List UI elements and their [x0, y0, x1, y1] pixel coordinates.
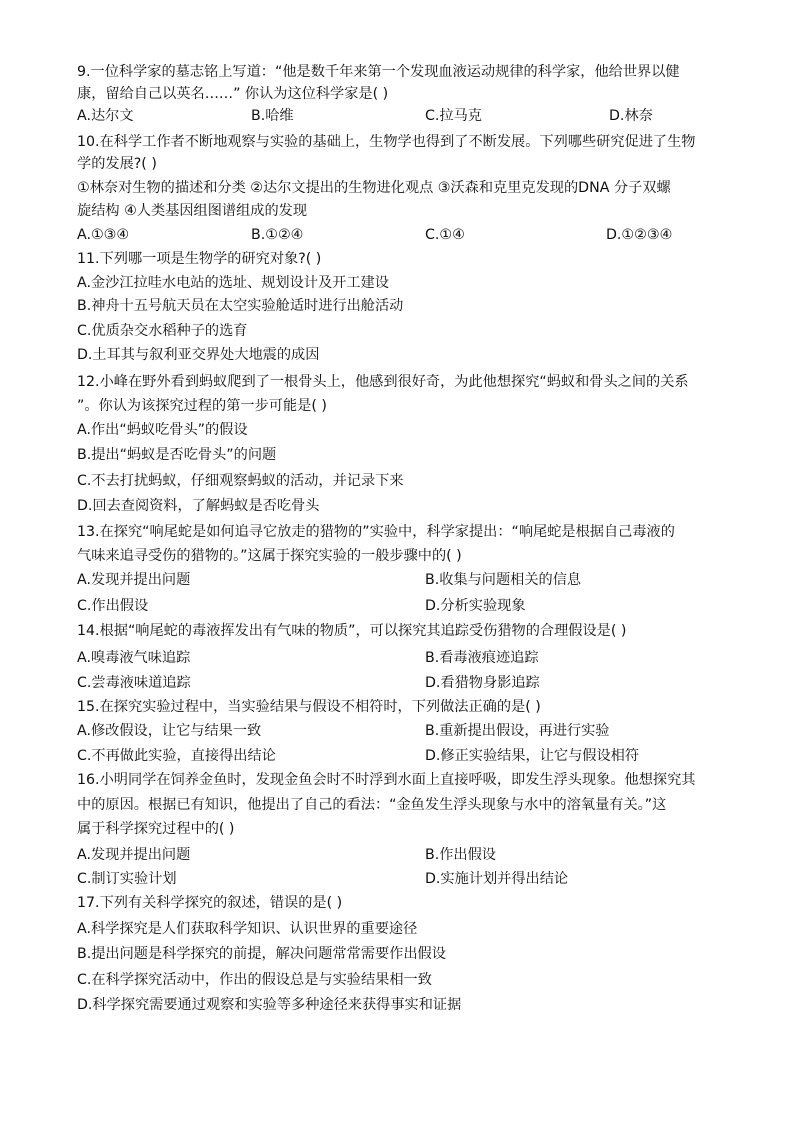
q15-option-d: D.修正实验结果，让它与假设相符 — [425, 748, 640, 764]
q9-stem-line-2: 康，留给自己以英名……” 你认为这位科学家是( ) — [77, 86, 389, 102]
q12-stem-line-2: ”。你认为该探究过程的第一步可能是( ) — [77, 398, 327, 414]
q10-option-b: B.①②④ — [251, 227, 304, 243]
q16-option-d: D.实施计划并得出结论 — [425, 871, 569, 887]
q17-option-b: B.提出问题是科学探究的前提，解决问题常常需要作出假设 — [77, 946, 446, 962]
q11-option-a: A.金沙江拉哇水电站的选址、规划设计及开工建设 — [77, 275, 389, 291]
q9-option-a: A.达尔文 — [77, 108, 134, 124]
q14-option-b: B.看毒液痕迹追踪 — [425, 650, 539, 666]
q14-stem-line-1: 14.根据“响尾蛇的毒液挥发出有气味的物质”，可以探究其追踪受伤猎物的合理假设是( ) — [77, 623, 627, 639]
q10-stem-line-3: ①林奈对生物的描述和分类 ②达尔文提出的生物进化观点 ③沃森和克里克发现的DNA 分子双螺 — [77, 180, 671, 196]
q13-option-c: C.作出假设 — [77, 598, 149, 614]
q17-option-c: C.在科学探究活动中，作出的假设总是与实验结果相一致 — [77, 972, 432, 988]
q17-stem-line-1: 17.下列有关科学探究的叙述，错误的是( ) — [77, 895, 343, 911]
q16-stem-line-1: 16.小明同学在饲养金鱼时，发现金鱼会时不时浮到水面上直接呼吸，即发生浮头现象。他想探究其 — [77, 772, 696, 788]
q9-stem-line-1: 9.一位科学家的墓志铭上写道：“他是数千年来第一个发现血液运动规律的科学家，他给世界以健 — [77, 64, 680, 80]
q13-stem-line-1: 13.在探究“响尾蛇是如何追寻它放走的猎物的”实验中，科学家提出：“响尾蛇是根据自己毒液的 — [77, 524, 675, 540]
q13-option-a: A.发现并提出问题 — [77, 572, 191, 588]
q10-stem-line-1: 10.在科学工作者不断地观察与实验的基础上，生物学也得到了不断发展。下列哪些研究促进了生物 — [77, 134, 696, 150]
q11-stem-line-1: 11.下列哪一项是生物学的研究对象?( ) — [77, 251, 322, 267]
q11-option-d: D.土耳其与叙利亚交界处大地震的成因 — [77, 347, 320, 363]
q15-option-c: C.不再做此实验，直接得出结论 — [77, 748, 276, 764]
q16-stem-line-2: 中的原因。根据已有知识，他提出了自己的看法：“金鱼发生浮头现象与水中的溶氧量有关。”这 — [77, 797, 667, 813]
q10-option-c: C.①④ — [425, 227, 465, 243]
q15-stem-line-1: 15.在探究实验过程中，当实验结果与假设不相符时，下列做法正确的是( ) — [77, 699, 541, 715]
q9-option-b: B.哈维 — [251, 108, 294, 124]
q10-stem-line-4: 旋结构 ④人类基因组图谱组成的发现 — [77, 203, 308, 219]
q13-option-d: D.分析实验现象 — [425, 598, 526, 614]
q9-option-c: C.拉马克 — [425, 108, 482, 124]
q10-option-d: D.①②③④ — [606, 227, 673, 243]
q16-option-a: A.发现并提出问题 — [77, 847, 191, 863]
q16-option-b: B.作出假设 — [425, 847, 496, 863]
q14-option-d: D.看猎物身影追踪 — [425, 675, 540, 691]
q11-option-b: B.神舟十五号航天员在太空实验舱适时进行出舱活动 — [77, 298, 404, 314]
q10-stem-line-2: 学的发展?( ) — [77, 156, 157, 172]
q13-stem-line-2: 气味来追寻受伤的猎物的。”这属于探究实验的一般步骤中的( ) — [77, 548, 462, 564]
q17-option-a: A.科学探究是人们获取科学知识、认识世界的重要途径 — [77, 921, 418, 937]
q12-option-a: A.作出“蚂蚁吃骨头”的假设 — [77, 422, 248, 438]
q17-option-d: D.科学探究需要通过观察和实验等多种途径来获得事实和证据 — [77, 997, 462, 1013]
q16-stem-line-3: 属于科学探究过程中的( ) — [77, 821, 235, 837]
q12-option-d: D.回去查阅资料，了解蚂蚁是否吃骨头 — [77, 498, 320, 514]
q15-option-a: A.修改假设，让它与结果一致 — [77, 723, 262, 739]
q12-option-b: B.提出“蚂蚁是否吃骨头”的问题 — [77, 447, 277, 463]
q10-option-a: A.①③④ — [77, 227, 130, 243]
q14-option-c: C.尝毒液味道追踪 — [77, 675, 191, 691]
q12-option-c: C.不去打扰蚂蚁，仔细观察蚂蚁的活动，并记录下来 — [77, 473, 404, 489]
q9-option-d: D.林奈 — [609, 108, 653, 124]
q15-option-b: B.重新提出假设，再进行实验 — [425, 723, 610, 739]
q11-option-c: C.优质杂交水稻种子的选育 — [77, 323, 248, 339]
q12-stem-line-1: 12.小峰在野外看到蚂蚁爬到了一根骨头上，他感到很好奇，为此他想探究“蚂蚁和骨头之间的关系 — [77, 374, 689, 390]
q14-option-a: A.嗅毒液气味追踪 — [77, 650, 191, 666]
q16-option-c: C.制订实验计划 — [77, 871, 177, 887]
q13-option-b: B.收集与问题相关的信息 — [425, 572, 582, 588]
